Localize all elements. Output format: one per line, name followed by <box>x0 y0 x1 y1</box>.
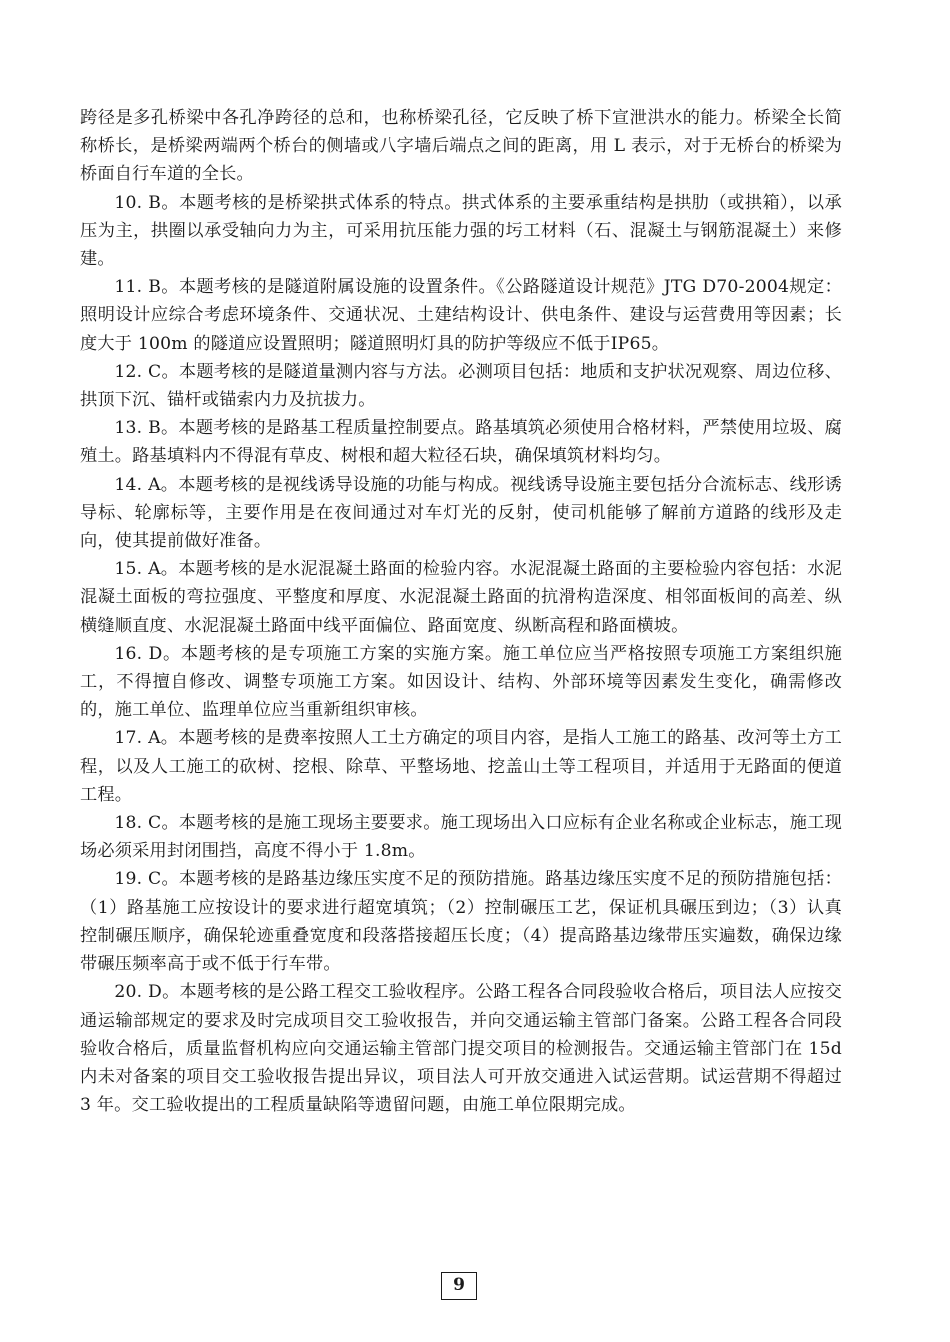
paragraph-continued: 跨径是多孔桥梁中各孔净跨径的总和，也称桥梁孔径，它反映了桥下宣泄洪水的能力。桥梁全长简称桥长，是桥梁两端两个桥台的侧墙或八字墙后端点之间的距离，用 L 表示，对于无桥台的桥梁为桥面自行车道的全长。 <box>80 108 842 185</box>
answer-12: 12. C。本题考核的是隧道量测内容与方法。必测项目包括：地质和支护状况观察、周边位移、拱顶下沉、锚杆或锚索内力及抗拔力。 <box>80 361 842 411</box>
answer-18: 18. C。本题考核的是施工现场主要要求。施工现场出入口应标有企业名称或企业标志，施工现场必须采用封闭围挡，高度不得小于 1.8m。 <box>80 813 842 862</box>
page-number: 9 <box>441 1272 477 1300</box>
answer-16: 16. D。本题考核的是专项施工方案的实施方案。施工单位应当严格按照专项施工方案组织施工，不得擅自修改、调整专项施工方案。如因设计、结构、外部环境等因素发生变化，确需修改的，施工单位、监理单位应当重新组织审核。 <box>80 643 842 721</box>
document-body <box>80 104 842 1119</box>
answer-15: 15. A。本题考核的是水泥混凝土路面的检验内容。水泥混凝土路面的主要检验内容包括：水泥混凝土面板的弯拉强度、平整度和厚度、水泥混凝土路面的抗滑构造深度、相邻面板间的高差、纵横缝顺直度、水泥混凝土路面中线平面偏位、路面宽度、纵断高程和路面横坡。 <box>80 559 842 636</box>
answer-13: 13. B。本题考核的是路基工程质量控制要点。路基填筑必须使用合格材料，严禁使用垃圾、腐殖土。路基填料内不得混有草皮、树根和超大粒径石块，确保填筑材料均匀。 <box>80 418 842 467</box>
answer-17: 17. A。本题考核的是费率按照人工土方确定的项目内容，是指人工施工的路基、改河等土方工程，以及人工施工的砍树、挖根、除草、平整场地、挖盖山土等工程项目，并适用于无路面的便道工程。 <box>80 728 842 805</box>
answer-19: 19. C。本题考核的是路基边缘压实度不足的预防措施。路基边缘压实度不足的预防措施包括：（1）路基施工应按设计的要求进行超宽填筑；（2）控制碾压工艺，保证机具碾压到边；（3）认真控制碾压顺序，确保轮迹重叠宽度和段落搭接超压长度；（4）提高路基边缘带压实遍数，确保边缘带碾压频率高于或不低于行车带。 <box>80 869 842 975</box>
answer-10: 10. B。本题考核的是桥梁拱式体系的特点。拱式体系的主要承重结构是拱肋（或拱箱），以承压为主，拱圈以承受轴向力为主，可采用抗压能力强的圬工材料（石、混凝土与钢筋混凝土）来修建。 <box>80 192 842 270</box>
answer-14: 14. A。本题考核的是视线诱导设施的功能与构成。视线诱导设施主要包括分合流标志、线形诱导标、轮廓标等，主要作用是在夜间通过对车灯光的反射，使司机能够了解前方道路的线形及走向，使其提前做好准备。 <box>80 474 842 552</box>
answer-20: 20. D。本题考核的是公路工程交工验收程序。公路工程各合同段验收合格后，项目法人应按交通运输部规定的要求及时完成项目交工验收报告，并向交通运输主管部门备案。公路工程各合同段验收合格后，质量监督机构应向交通运输主管部门提交项目的检测报告。交通运输主管部门在 15d 内未对备案的项目交工验收报告提出异议，项目法人可开放交通进入试运营期。试运营期不得超过 3 年。交工验收提出的工程质量缺陷等遗留问题，由施工单位限期完成。 <box>80 982 842 1116</box>
answer-11: 11. B。本题考核的是隧道附属设施的设置条件。《公路隧道设计规范》JTG D70-2004规定：照明设计应综合考虑环境条件、交通状况、土建结构设计、供电条件、建设与运营费用等因素；长度大于 100m 的隧道应设置照明；隧道照明灯具的防护等级应不低于IP65。 <box>80 277 842 354</box>
